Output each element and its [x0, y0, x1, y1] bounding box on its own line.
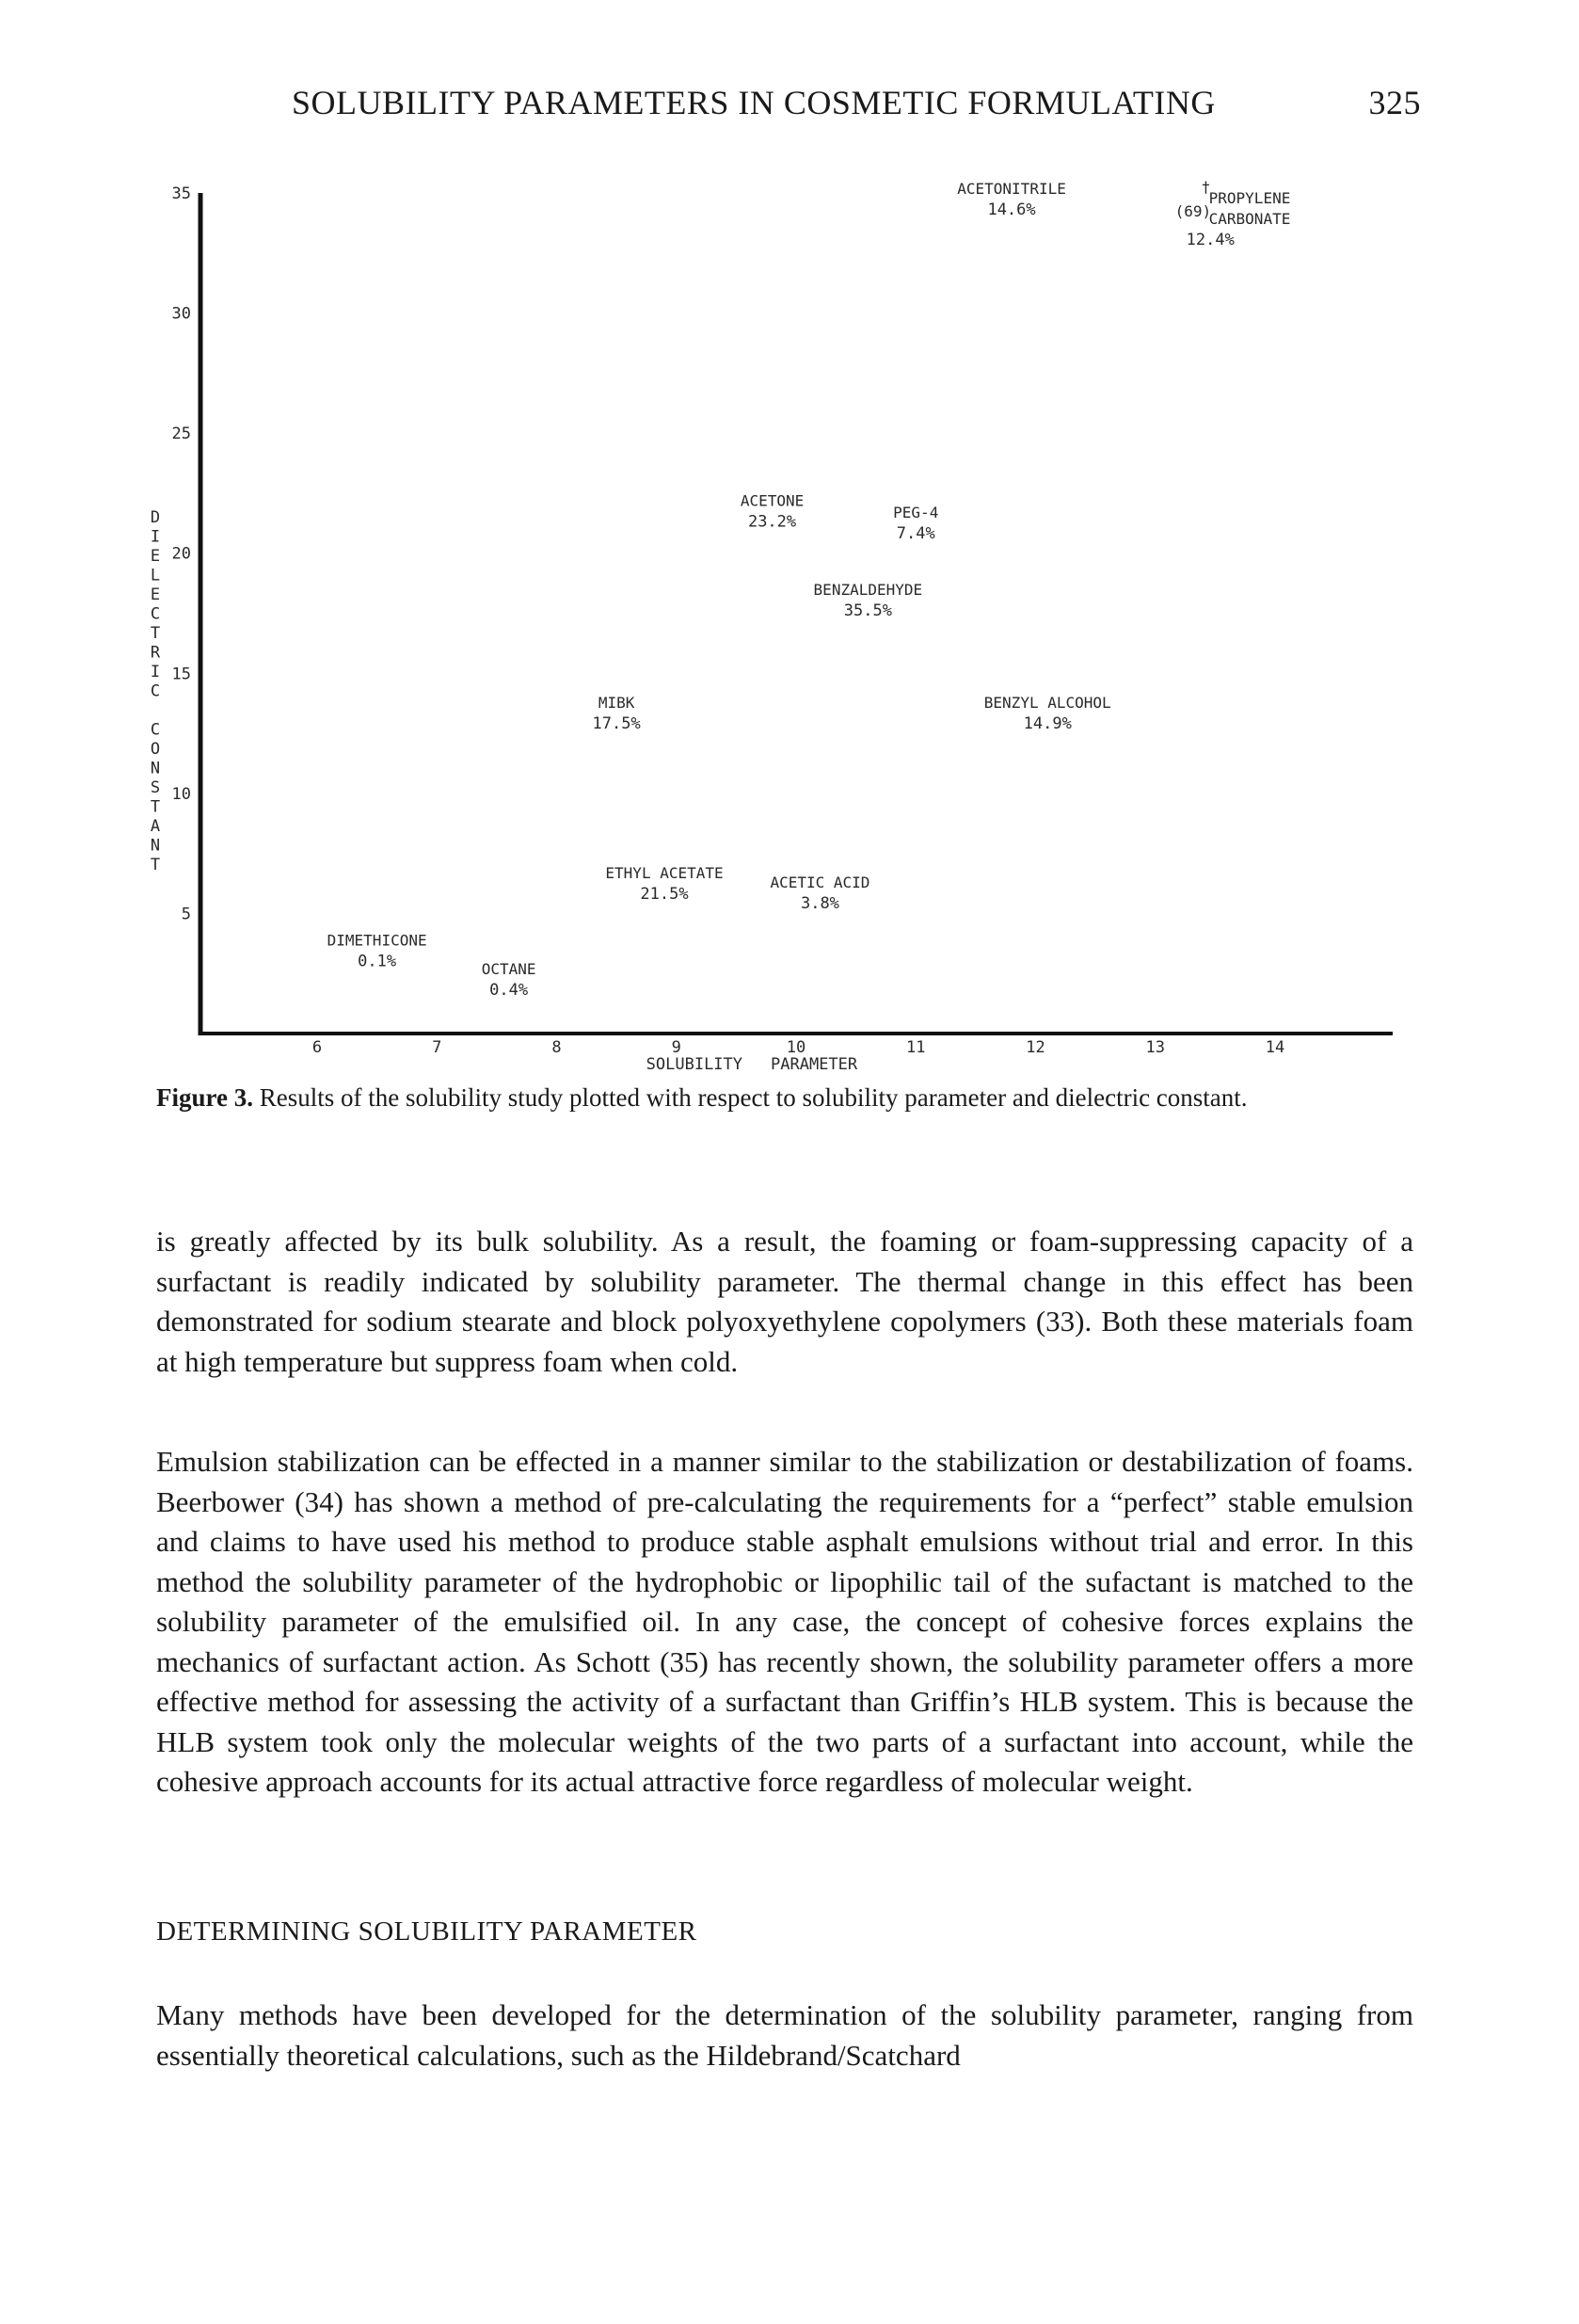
- point-value: 0.4%: [489, 980, 529, 1000]
- y-tick-label: 15: [171, 665, 191, 684]
- solubility-scatter-chart: [0, 0, 1579, 1073]
- figure-caption: [156, 1081, 1413, 1115]
- point-value: 0.1%: [358, 952, 397, 971]
- y-axis-label-letter: C: [150, 720, 161, 740]
- running-head-title: SOLUBILITY PARAMETERS IN COSMETIC FORMULATING: [292, 84, 1216, 121]
- y-axis-label-letter: A: [150, 817, 161, 836]
- point-value: 14.6%: [987, 200, 1036, 219]
- y-axis-label-letter: R: [150, 643, 161, 663]
- y-axis-label-letter: N: [150, 759, 161, 778]
- y-axis-label-letter: T: [150, 856, 161, 874]
- paragraph-methods: Many methods have been developed for the determination of the solubility parameter, ranging from essentially theoretical calculations, such as the Hildebrand/Scatchard: [156, 1998, 1413, 2072]
- point-value: 17.5%: [592, 713, 641, 733]
- y-axis-label-letter: T: [150, 797, 161, 817]
- y-axis-label-letter: I: [150, 527, 161, 547]
- x-tick-label: 14: [1265, 1038, 1285, 1057]
- point-name: BENZYL ALCOHOL: [983, 693, 1111, 712]
- caption-label: Figure 3.: [156, 1083, 253, 1112]
- point-name: MIBK: [598, 693, 635, 712]
- caption-text: Results of the solubility study plotted with respect to solubility parameter and dielectric constant.: [259, 1083, 1248, 1112]
- y-tick-label: 35: [171, 184, 191, 203]
- x-tick-label: 9: [671, 1038, 681, 1057]
- point-name: ACETONE: [740, 491, 805, 510]
- point-value: 21.5%: [640, 884, 689, 904]
- point-name: PROPYLENE: [1208, 188, 1291, 207]
- point-name: ACETIC ACID: [770, 874, 870, 892]
- x-axis-label: PARAMETER: [771, 1055, 858, 1073]
- x-tick-label: 12: [1026, 1038, 1045, 1057]
- point-name: CARBONATE: [1208, 209, 1291, 228]
- point-name: OCTANE: [481, 959, 536, 978]
- y-axis-label-letter: D: [150, 508, 161, 527]
- y-axis-label-letter: C: [150, 681, 161, 701]
- y-axis-label-letter: E: [150, 547, 161, 566]
- point-note: (69): [1174, 201, 1212, 220]
- x-axis-label: SOLUBILITY: [646, 1055, 743, 1073]
- point-marker: †: [1201, 177, 1211, 196]
- y-tick-label: 25: [171, 425, 191, 444]
- y-axis-label-letter: S: [150, 778, 161, 797]
- y-axis-label-letter: E: [150, 585, 161, 604]
- point-value: 7.4%: [896, 524, 935, 544]
- point-name: PEG-4: [893, 504, 939, 522]
- y-axis-label-letter: L: [150, 566, 161, 585]
- point-value: 35.5%: [843, 601, 892, 620]
- y-axis-label-letter: O: [150, 740, 161, 759]
- y-axis-label-letter: C: [150, 604, 161, 624]
- paragraph-foaming: is greatly affected by its bulk solubility. As a result, the foaming or foam-suppressing capacity of a surfactant is readily indicated by solubility parameter. The thermal change in this effect has been demonstrated for sodium stearate and block polyoxyethylene copolymers (33). Both these materials foam at high temperature but suppress foam when cold.: [156, 1225, 1413, 1378]
- y-axis-label-letter: N: [150, 836, 161, 856]
- x-tick-label: 8: [551, 1038, 562, 1057]
- point-value: 14.9%: [1023, 713, 1072, 733]
- point-name: ETHYL ACETATE: [605, 863, 724, 882]
- point-value: 12.4%: [1186, 230, 1235, 249]
- point-name: DIMETHICONE: [327, 931, 427, 950]
- point-name: BENZALDEHYDE: [813, 580, 923, 599]
- x-tick-label: 7: [432, 1038, 442, 1057]
- point-name: ACETONITRILE: [957, 179, 1066, 198]
- x-tick-label: 6: [311, 1038, 323, 1057]
- paragraph-emulsion: Emulsion stabilization can be effected in a manner similar to the stabilization or destabilization of foams. Beerbower (34) has shown a method of pre-calculating the requirements for a “perfect” stable emulsion and claims to have used his method to produce stable asphalt emulsions without trial and error. In this method the solubility parameter of the hydrophobic or lipophilic tail of the sufactant is matched to the solubility parameter of the emulsified oil. In any case, the concept of cohesive forces explains the mechanics of surfactant action. As Schott (35) has recently shown, the solubility parameter offers a more effective method for assessing the activity of a surfactant than Griffin’s HLB system. This is because the HLB system took only the molecular weights of the two parts of a surfactant into account, while the cohesive approach accounts for its actual attractive force regardless of molecular weight.: [156, 1445, 1413, 1798]
- x-tick-label: 10: [786, 1038, 806, 1057]
- page-number: 325: [1368, 84, 1421, 121]
- point-value: 23.2%: [747, 512, 797, 532]
- y-axis-label-letter: T: [150, 624, 161, 643]
- y-tick-label: 30: [171, 304, 191, 324]
- section-heading: DETERMINING SOLUBILITY PARAMETER: [156, 1916, 697, 1947]
- y-tick-label: 5: [181, 905, 191, 924]
- y-tick-label: 10: [171, 784, 191, 804]
- point-value: 3.8%: [800, 894, 839, 914]
- y-tick-label: 20: [171, 544, 191, 564]
- x-tick-label: 13: [1145, 1038, 1165, 1057]
- x-tick-label: 11: [906, 1038, 926, 1057]
- y-axis-label-letter: I: [150, 663, 161, 681]
